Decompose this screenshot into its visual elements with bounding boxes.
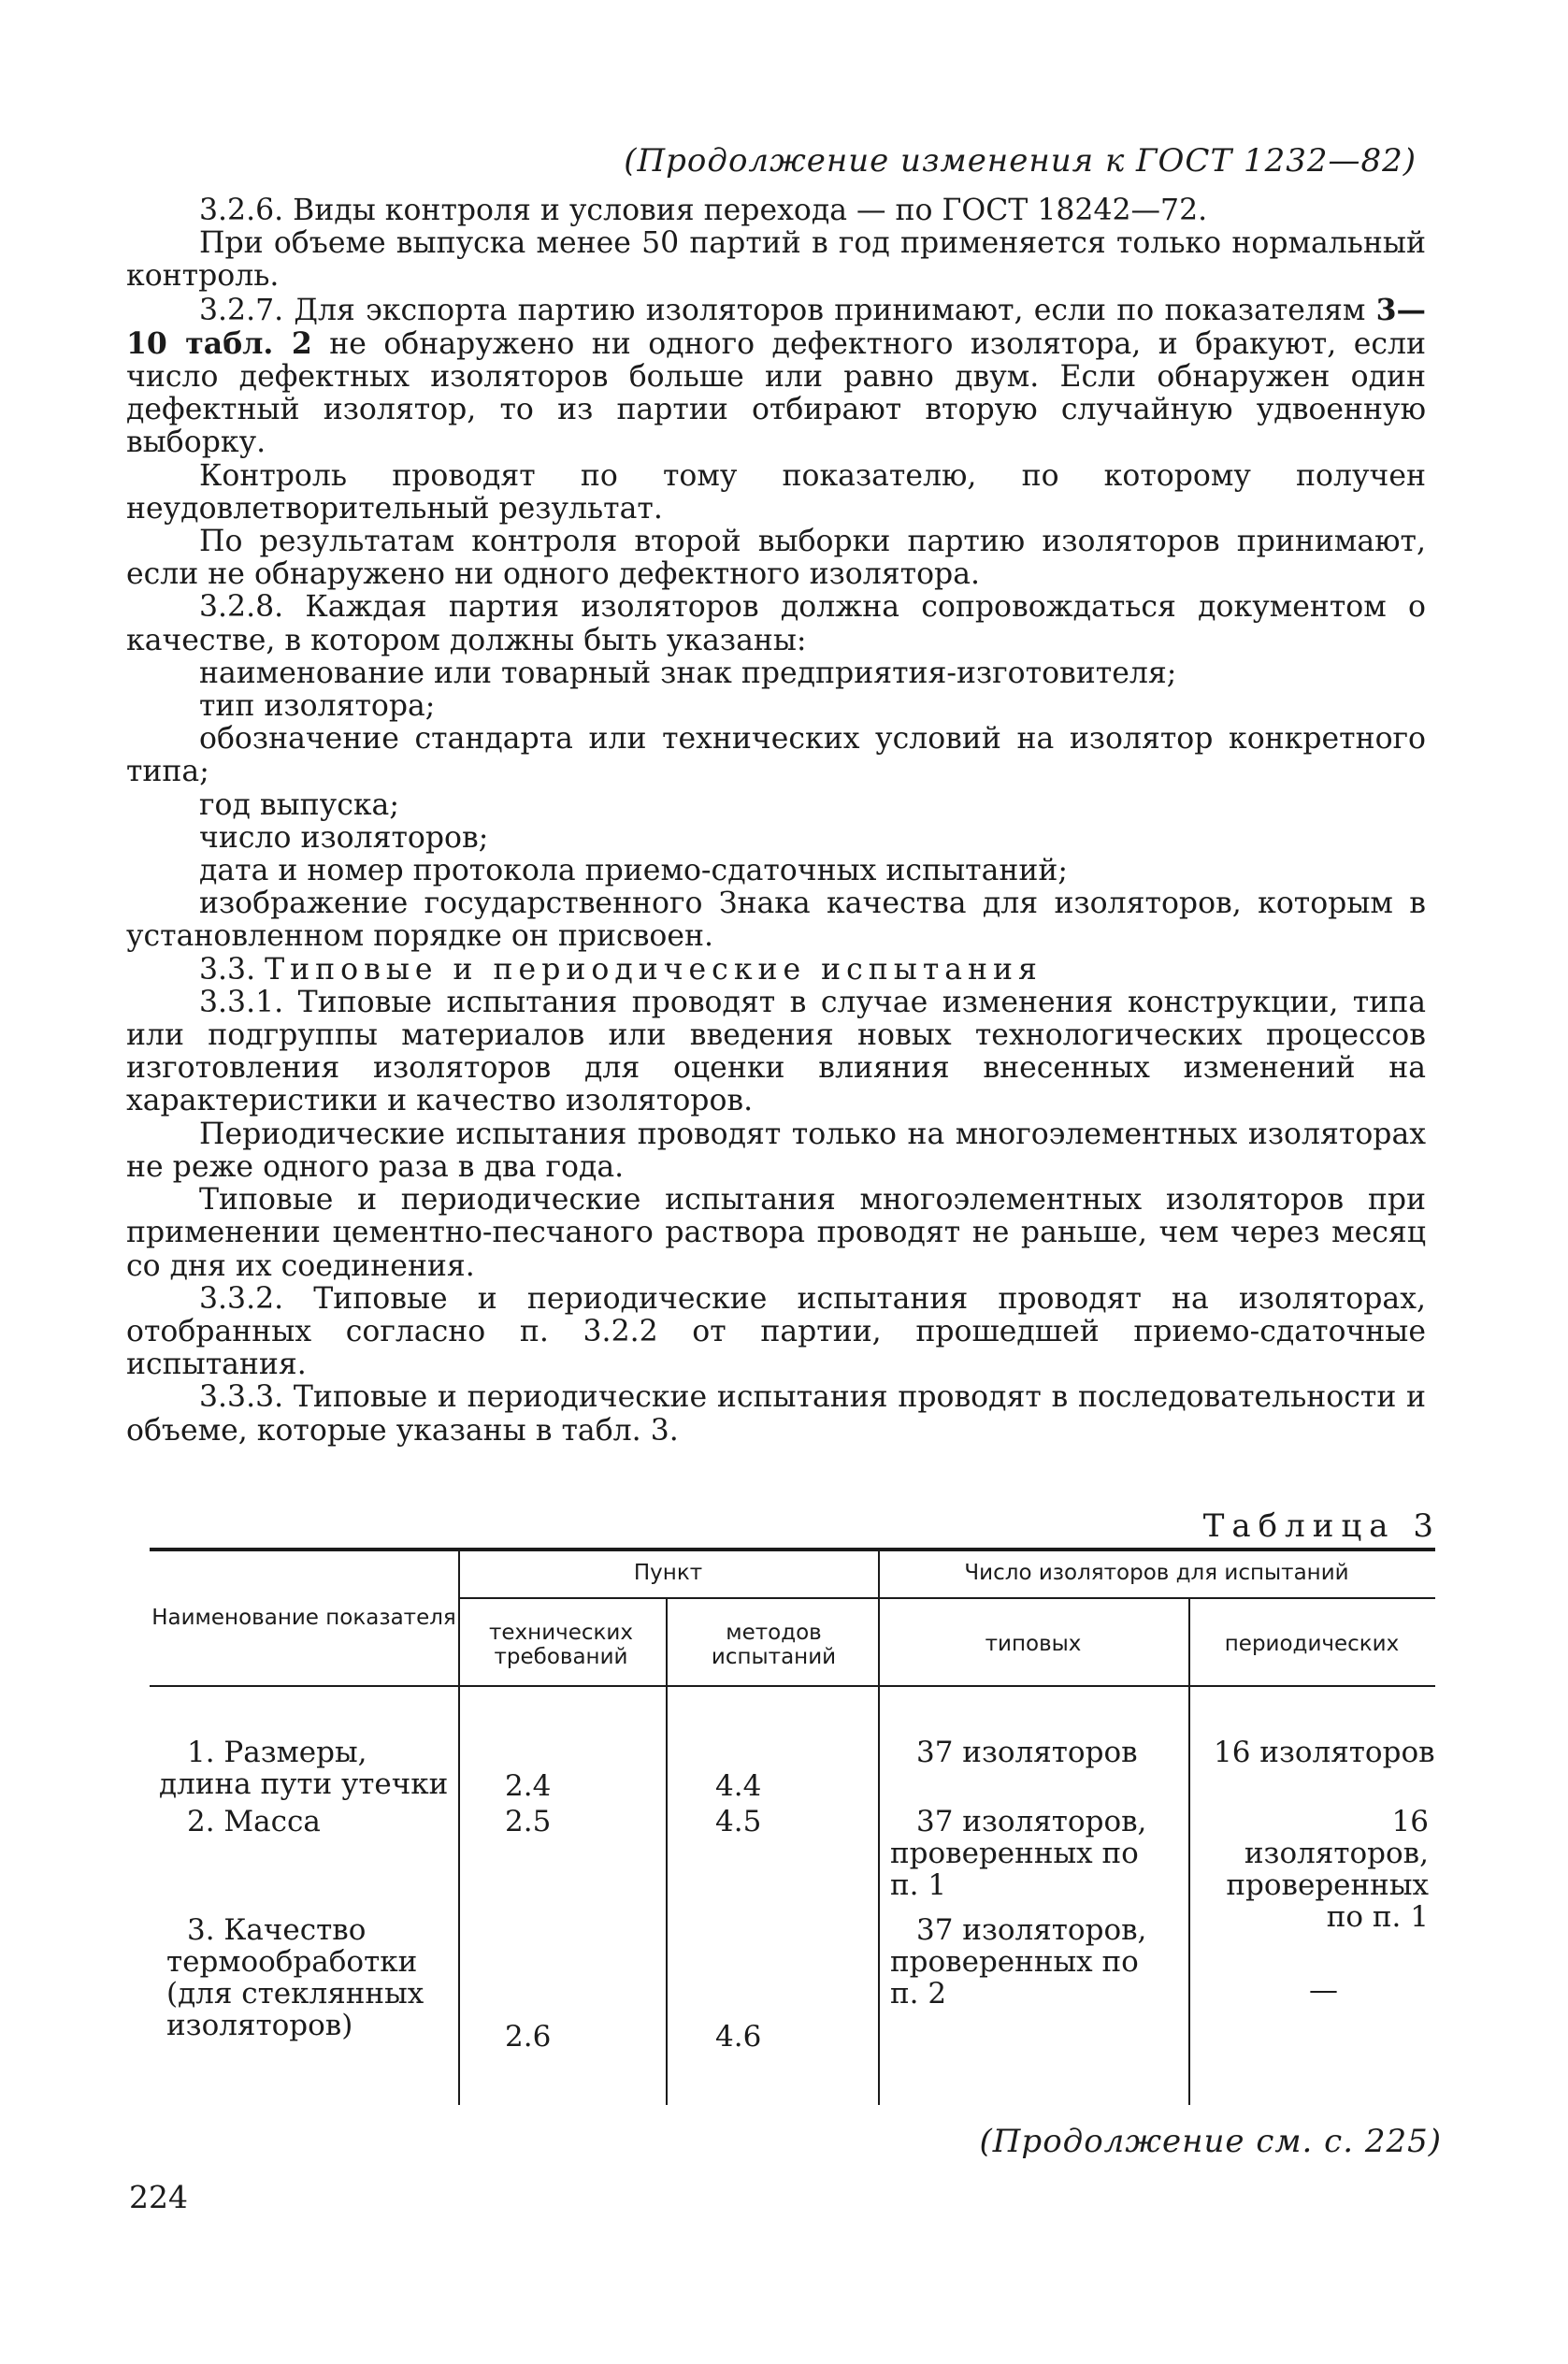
section-title: Типовые и периодические испытания bbox=[265, 952, 1043, 987]
paragraph-3-3-1: 3.3.1. Типовые испытания проводят в случае изменения конструкции, типа или подгруппы материалов или введения новых технологических процессов изготовления изоляторов для оценки влияния внесенных изменений на характеристики и качество изоляторов. bbox=[126, 985, 1426, 1118]
list-item: наименование или товарный знак предприятия-изготовителя; bbox=[199, 656, 1177, 690]
header-typical: типовых bbox=[985, 1632, 1082, 1656]
table-3 bbox=[150, 1548, 1435, 2109]
paragraph-3-2-7-d: По результатам контроля второй выборки партию изоляторов принимают, если не обнаружено ни одного дефектного изолятора. bbox=[126, 525, 1426, 592]
row1-typical: 37 изоляторов bbox=[916, 1736, 1138, 1769]
list-item: изображение государственного Знака качества для изоляторов, которым в установленном порядке он присвоен. bbox=[126, 886, 1426, 954]
header-periodic: периодических bbox=[1224, 1632, 1400, 1656]
paragraph-3-3-1-c: Типовые и периодические испытания многоэлементных изоляторов при применении цементно-песчаного раствора проводят не раньше, чем через месяц со дня их соединения. bbox=[126, 1183, 1426, 1283]
paragraph-3-2-7-bold: 3—10 табл. 2 bbox=[126, 292, 1426, 361]
row1-tech: 2.4 bbox=[505, 1769, 552, 1803]
table-col-rule bbox=[458, 1548, 460, 2105]
row2-typical: 37 изоляторов, проверенных по п. 1 bbox=[890, 1805, 1147, 1902]
row2-tech: 2.5 bbox=[505, 1805, 552, 1838]
row1-name-line2: длина пути утечки bbox=[159, 1767, 449, 1801]
row3-periodic: — bbox=[1309, 1973, 1338, 2007]
row2-periodic: 16 изоляторов, проверенных по п. 1 bbox=[1226, 1805, 1429, 1934]
row1-methods: 4.4 bbox=[715, 1769, 762, 1803]
row3-typical: 37 изоляторов, проверенных по п. 2 bbox=[890, 1913, 1147, 2011]
row2-methods: 4.5 bbox=[715, 1805, 762, 1838]
paragraph-3-3-2: 3.3.2. Типовые и периодические испытания проводят на изоляторах, отобранных согласно п. 3.2.2 от партии, прошедшей приемо-сдаточные испытания. bbox=[126, 1281, 1426, 1382]
paragraph-3-3-3: 3.3.3. Типовые и периодические испытания проводят в последовательности и объеме, которые указаны в табл. 3. bbox=[126, 1380, 1426, 1448]
table-col-rule bbox=[666, 1599, 668, 2105]
body-text bbox=[126, 195, 1426, 1448]
table-subheader-rule bbox=[458, 1597, 1435, 1599]
page-number: 224 bbox=[129, 2179, 188, 2215]
row1-name-line1: 1. Размеры, bbox=[187, 1736, 367, 1769]
list-item: число изоляторов; bbox=[199, 820, 489, 855]
section-3-3-heading bbox=[126, 954, 1426, 987]
row3-name: 3. Качество термообработки (для стеклянных изоляторов) bbox=[166, 1913, 424, 2042]
header-punkt: Пункт bbox=[633, 1561, 703, 1585]
document-requirements-list bbox=[126, 657, 1426, 954]
row2-name: 2. Масса bbox=[187, 1805, 321, 1838]
row1-periodic: 16 изоляторов bbox=[1214, 1736, 1435, 1769]
paragraph-3-2-7-part-a: 3.2.7. Для экспорта партию изоляторов принимают, если по показателям bbox=[199, 293, 1376, 327]
table-top-rule bbox=[150, 1548, 1435, 1551]
row1-name bbox=[159, 1736, 458, 1801]
list-item: тип изолятора; bbox=[199, 689, 436, 724]
paragraph-3-2-8: 3.2.8. Каждая партия изоляторов должна сопровождаться документом о качестве, в котором должны быть указаны: bbox=[126, 590, 1426, 657]
list-item: дата и номер протокола приемо-сдаточных испытаний; bbox=[199, 854, 1068, 888]
paragraph-3-2-7-c: Контроль проводят по тому показателю, по которому получен неудовлетворительный результат. bbox=[126, 458, 1426, 526]
paragraph-3-2-6: 3.2.6. Виды контроля и условия перехода — по ГОСТ 18242—72. bbox=[199, 194, 1208, 227]
table-header-bottom-rule bbox=[150, 1685, 1435, 1687]
table-caption: Таблица 3 bbox=[1202, 1507, 1441, 1545]
list-item: год выпуска; bbox=[199, 787, 399, 822]
paragraph-3-2-6-b: При объеме выпуска менее 50 партий в год применяется только нормальный контроль. bbox=[126, 226, 1426, 294]
table-col-rule bbox=[1188, 1599, 1190, 2105]
running-header: (Продолжение изменения к ГОСТ 1232—82) bbox=[624, 142, 1417, 180]
paragraph-3-2-7 bbox=[126, 294, 1426, 460]
header-methods: методов испытаний bbox=[711, 1621, 837, 1669]
row3-methods: 4.6 bbox=[715, 2020, 762, 2054]
paragraph-3-2-7-part-b: не обнаружено ни одного дефектного изолятора, и бракуют, если число дефектных изоляторов больше или равно двум. Если обнаружен один дефектный изолятор, то из партии отбирают вторую случайную удвоенную выборку. bbox=[126, 326, 1426, 460]
row3-tech: 2.6 bbox=[505, 2020, 552, 2054]
continuation-note: (Продолжение см. с. 225) bbox=[979, 2123, 1442, 2160]
header-count: Число изоляторов для испытаний bbox=[964, 1561, 1349, 1585]
header-name: Наименование показателя bbox=[151, 1606, 456, 1630]
section-number: 3.3. bbox=[199, 952, 266, 987]
list-item: обозначение стандарта или технических условий на изолятор конкретного типа; bbox=[126, 722, 1426, 789]
header-tech: технических требований bbox=[489, 1621, 633, 1669]
paragraph-3-3-1-b: Периодические испытания проводят только на многоэлементных изоляторах не реже одного раза в два года. bbox=[126, 1117, 1426, 1184]
